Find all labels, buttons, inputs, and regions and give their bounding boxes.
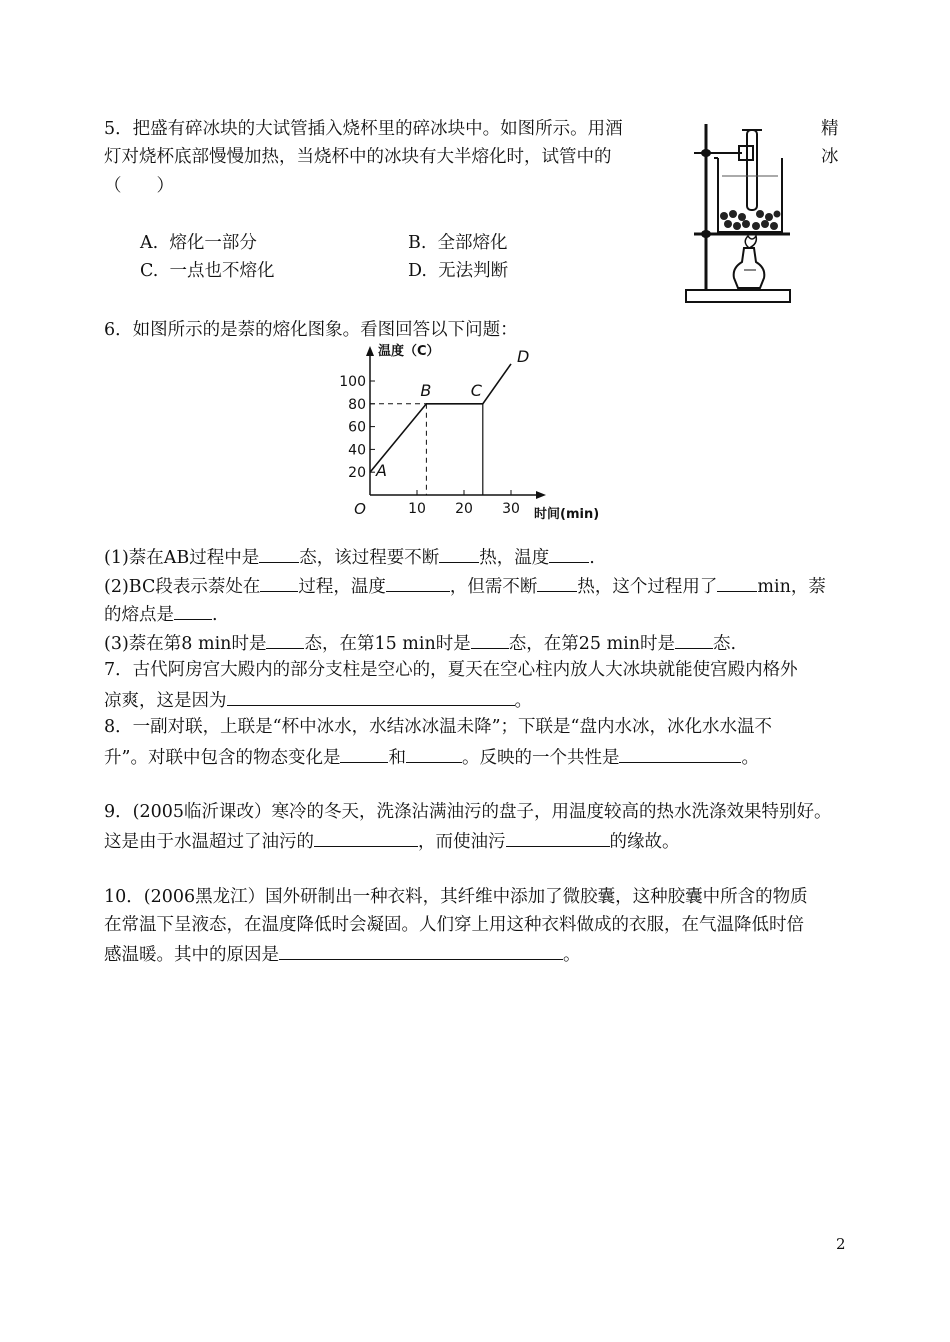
origin-label: O (354, 500, 366, 518)
q6-sub2-line1 (104, 573, 826, 599)
q6-sub2-text-c: ，但需不断 (449, 577, 538, 597)
blank-8[interactable] (174, 601, 212, 620)
q6-sub1-text-b: 态，该过程要不断 (299, 548, 440, 568)
beaker-apparatus-illustration (684, 118, 794, 306)
clamp-knob (701, 149, 711, 157)
x-tick-label: 20 (455, 501, 473, 517)
q5-line-3: （ ） (104, 176, 174, 196)
q10-text-a: 感温暖。其中的原因是 (104, 945, 279, 965)
q9-text-c: 的缘故。 (609, 832, 680, 852)
q7-text-a: 凉爽，这是因为 (104, 691, 227, 711)
test-tube (747, 130, 757, 210)
blank-17[interactable] (506, 828, 610, 847)
q7-line-1: 7．古代阿房宫大殿内的部分支柱是空心的，夏天在空心柱内放人大冰块就能使宫殿内格外 (104, 660, 798, 680)
q6-sub2-line2 (104, 601, 218, 627)
q5-option-a: A. 熔化一部分 (140, 233, 257, 253)
ice-chunks (720, 210, 781, 230)
blank-4[interactable] (260, 573, 298, 592)
blank-6[interactable] (537, 573, 577, 592)
y-tick-label: 40 (348, 442, 366, 459)
q8-text-a: 升”。对联中包含的物态变化是 (104, 748, 341, 768)
q5-option-b: B. 全部熔化 (408, 233, 508, 253)
blank-5[interactable] (386, 573, 450, 592)
blank-15[interactable] (619, 744, 741, 763)
x-tick-label: 30 (502, 501, 520, 517)
q10-line-1: 10．(2006黑龙江）国外研制出一种衣料，其纤维中添加了微胶囊，这种胶囊中所含的物质 (104, 887, 808, 907)
x-axis-arrow (536, 491, 546, 499)
q6-sub3 (104, 630, 736, 656)
y-tick-label: 100 (339, 374, 366, 390)
y-tick-label: 60 (348, 419, 366, 436)
q6-sub1-text-c: 热，温度 (479, 548, 550, 568)
q6-sub2-text-d: 热，这个过程用了 (577, 577, 718, 597)
q6-sub2-text-g: . (212, 605, 218, 625)
q7-text-b: 。 (514, 691, 532, 711)
q6-sub2-text-b: 过程，温度 (298, 577, 386, 597)
q8-text-b: 和 (388, 748, 406, 768)
blank-1[interactable] (259, 544, 299, 563)
alcohol-lamp (734, 248, 765, 288)
q8-text-c: 。反映的一个共性是 (461, 748, 620, 768)
blank-12[interactable] (227, 687, 515, 706)
q9-line-2 (104, 828, 680, 854)
q9-line-1: 9．(2005临沂课改）寒冷的冬天，洗涤沾满油污的盘子，用温度较高的热水洗涤效果特别好。 (104, 802, 832, 822)
q5-option-d: D. 无法判断 (408, 261, 509, 281)
q7-line-2 (104, 687, 532, 713)
blank-11[interactable] (675, 630, 713, 649)
x-axis-label: 时间(min) (534, 507, 600, 520)
stand-base (686, 290, 790, 302)
q5-side-char-1: 精 (821, 119, 839, 139)
melting-curve (370, 364, 511, 472)
y-axis-arrow (366, 346, 374, 356)
q10-line-3 (104, 941, 581, 967)
q8-line-1: 8．一副对联，上联是“杯中冰水，水结冰冰温未降”；下联是“盘内水冰，冰化水水温不 (104, 717, 772, 737)
point-label-d: D (517, 346, 530, 366)
q5-option-c: C. 一点也不熔化 (140, 261, 275, 281)
q6-sub3-text-a: (3)萘在第8 min时是 (104, 634, 267, 654)
q6-sub3-text-d: 态. (713, 634, 737, 654)
blank-9[interactable] (266, 630, 304, 649)
q6-sub2-text-f: 的熔点是 (104, 605, 174, 625)
q9-text-a: 这是由于水温超过了油污的 (104, 832, 314, 852)
y-axis-label: 温度（C） (378, 344, 440, 359)
point-label-a: A (376, 461, 387, 481)
blank-18[interactable] (279, 941, 563, 960)
q6-sub3-text-b: 态，在第15 min时是 (304, 634, 471, 654)
point-label-b: B (420, 380, 432, 400)
blank-3[interactable] (549, 544, 589, 563)
blank-2[interactable] (439, 544, 479, 563)
q6-sub2-text-a: (2)BC段表示萘处在 (104, 577, 261, 597)
q5-line-2: 灯对烧杯底部慢慢加热，当烧杯中的冰块有大半熔化时，试管中的 (104, 147, 612, 167)
q6-sub3-text-c: 态，在第25 min时是 (508, 634, 676, 654)
q10-text-b: 。 (563, 945, 581, 965)
q6-intro: 6．如图所示的是萘的熔化图象。看图回答以下问题： (104, 320, 518, 340)
q5-side-char-2: 冰 (821, 147, 839, 167)
y-tick-label: 80 (348, 396, 366, 413)
melting-chart (330, 338, 620, 520)
q6-sub1 (104, 544, 595, 570)
blank-7[interactable] (717, 573, 757, 592)
blank-13[interactable] (340, 744, 388, 763)
q5-line-1: 5．把盛有碎冰块的大试管插入烧杯里的碎冰块中。如图所示。用酒 (104, 119, 623, 139)
x-tick-label: 10 (408, 501, 426, 517)
q10-line-2: 在常温下呈液态，在温度降低时会凝固。人们穿上用这种衣料做成的衣服，在气温降低时倍 (104, 915, 804, 935)
page-number: 2 (836, 1235, 846, 1253)
blank-10[interactable] (471, 630, 509, 649)
blank-16[interactable] (314, 828, 418, 847)
q8-line-2 (104, 744, 759, 770)
q6-sub1-text-a: (1)萘在AB过程中是 (104, 548, 260, 568)
point-label-c: C (470, 380, 482, 400)
blank-14[interactable] (406, 744, 462, 763)
q6-sub2-text-e: min，萘 (757, 577, 826, 597)
q9-text-b: ，而使油污 (418, 832, 506, 852)
flame-icon (745, 236, 756, 248)
q8-text-d: 。 (741, 748, 759, 768)
y-tick-label: 20 (348, 465, 366, 482)
q6-sub1-text-d: . (589, 548, 595, 568)
